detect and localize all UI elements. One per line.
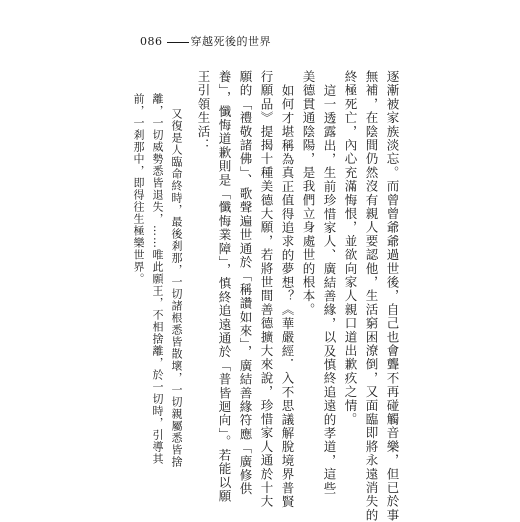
header-rule — [167, 42, 189, 43]
page-number: 086 — [140, 35, 163, 48]
text-column-9: 養」，懺悔道歉則是「懺悔業障」，慎終追遠通於「普皆迴向」。若能以願 — [217, 70, 232, 504]
quote-column-1: 又復是人臨命終時，最後剎那，一切諸根悉皆散壞，一切親屬悉皆捨 — [170, 108, 183, 468]
text-column-8: 願的「禮敬諸佛」、歌聲遍世通於「稱讚如來」，廣結善緣符應「廣修供 — [238, 70, 253, 496]
text-column-5: 美德貫通陰陽，是我們立身處世的根本。 — [301, 70, 316, 317]
text-column-3: 終極死亡，內心充滿悔恨，並欲向家人親口道出歉疚之情。 — [343, 70, 358, 427]
text-column-4: 這一透露出，生前珍惜家人、廣結善緣，以及慎終追遠的孝道，這些 — [322, 84, 337, 495]
text-column-6: 如何才堪稱為真正值得追求的夢想？《華嚴經．入不思議解脫境界普賢 — [280, 84, 295, 509]
text-column-7: 行願品》提揭十種美德大願，若將世間善德擴大來說，珍惜家人通於十大 — [259, 70, 274, 509]
quote-column-3: 前，一剎那中，即得往生極樂世界。 — [132, 93, 145, 285]
page-header — [140, 33, 271, 49]
quote-column-2: 離，一切威勢悉皆退失，……唯此願王，不相捨離，於一切時，引導其 — [151, 93, 164, 465]
text-column-1: 逐漸被家族淡忘。而曾曾爺爺過世後，自己也會聾不再碰觸音樂，但已於事 — [385, 70, 400, 522]
book-title: 穿越死後的世界 — [190, 35, 271, 48]
text-column-2: 無補，在陰間仍然沒有親人要認他，生活窮困潦倒，又面臨即將永遠消失的 — [364, 70, 379, 522]
text-column-10: 王引領生活： — [196, 70, 211, 153]
